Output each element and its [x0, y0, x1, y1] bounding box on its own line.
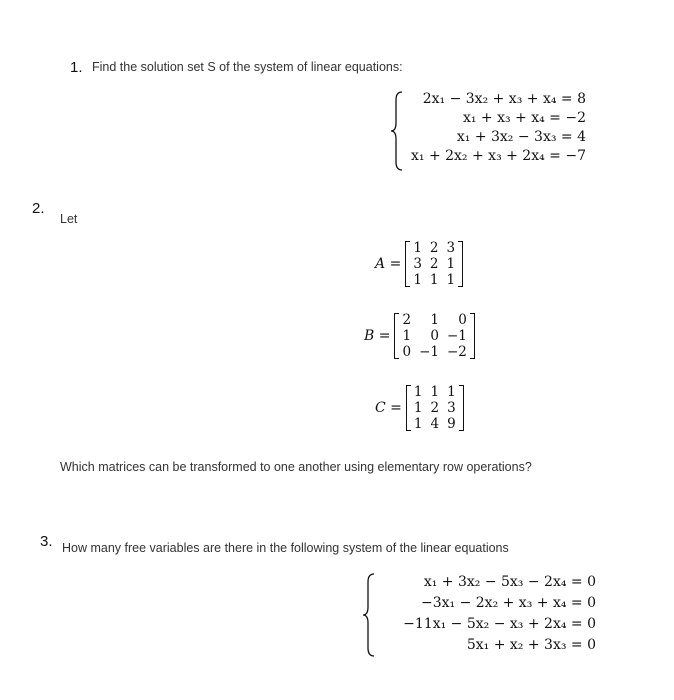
matrix-a: A = 1 2 3 3 2 1 1 1 1: [375, 240, 463, 288]
question-3-text: How many free variables are there in the following system of the linear equations: [62, 541, 509, 555]
matrix-cell: 1: [413, 400, 423, 416]
equation-row: x₁ + 3x₂ − 5x₃ − 2x₄ = 0: [423, 574, 596, 590]
matrix-cell: 1: [430, 384, 440, 400]
matrix-b-name: B: [364, 328, 375, 344]
matrix-cell: −1: [419, 344, 439, 360]
matrix-cell: −1: [446, 328, 467, 344]
matrix-cell: 1: [402, 328, 412, 344]
matrix-b: B = 2 1 0 1 0 −1 0 −1 −2: [364, 312, 475, 360]
question-3-system: [362, 572, 598, 658]
matrix-cell: 0: [458, 312, 467, 328]
left-brace-icon: [390, 90, 404, 172]
equation-row: x₁ + 3x₂ − 3x₃ = 4: [456, 129, 586, 145]
equation-row: −3x₁ − 2x₂ + x₃ + x₄ = 0: [420, 595, 596, 611]
matrix-cell: 1: [413, 272, 422, 288]
matrix-cell: −2: [446, 344, 467, 360]
matrix-c-name: C: [375, 400, 386, 416]
equation-row: 2x₁ − 3x₂ + x₃ + x₄ = 8: [422, 91, 586, 107]
equation-row: x₁ + 2x₂ + x₃ + 2x₄ = −7: [410, 148, 586, 164]
matrix-cell: 4: [430, 416, 440, 432]
matrix-c: C = 1 1 1 1 2 3 1 4 9: [375, 384, 464, 432]
matrix-cell: 3: [446, 240, 456, 256]
matrix-cell: 2: [402, 312, 412, 328]
matrix-cell: 2: [429, 240, 439, 256]
matrix-cell: 0: [402, 344, 412, 360]
matrix-cell: 1: [413, 384, 423, 400]
left-brace-icon: [362, 572, 376, 658]
matrix-cell: 1: [446, 272, 456, 288]
matrix-cell: 2: [430, 400, 440, 416]
matrix-cell: 1: [413, 240, 422, 256]
matrix-cell: 2: [429, 256, 439, 272]
matrix-cell: 1: [446, 256, 456, 272]
question-2-intro: Let: [60, 212, 78, 226]
question-1-system: [390, 90, 590, 172]
matrix-cell: 1: [413, 416, 423, 432]
matrix-cell: 1: [447, 384, 456, 400]
equation-row: x₁ + x₃ + x₄ = −2: [462, 110, 586, 126]
question-1-number: 1.: [70, 59, 83, 76]
equation-row: −11x₁ − 5x₂ − x₃ + 2x₄ = 0: [403, 616, 596, 632]
question-2-number: 2.: [32, 200, 45, 217]
matrix-cell: 3: [413, 256, 422, 272]
matrix-cell: 3: [447, 400, 456, 416]
equation-row: 5x₁ + x₂ + 3x₃ = 0: [466, 637, 596, 653]
matrix-cell: 9: [447, 416, 456, 432]
matrix-cell: 1: [429, 272, 439, 288]
matrix-cell: 0: [430, 328, 439, 344]
question-3-number: 3.: [40, 533, 53, 550]
matrix-a-name: A: [375, 256, 386, 272]
matrix-cell: 1: [430, 312, 439, 328]
question-1-text: Find the solution set S of the system of linear equations:: [92, 60, 403, 74]
question-2-text: Which matrices can be transformed to one another using elementary row operations?: [60, 460, 532, 474]
